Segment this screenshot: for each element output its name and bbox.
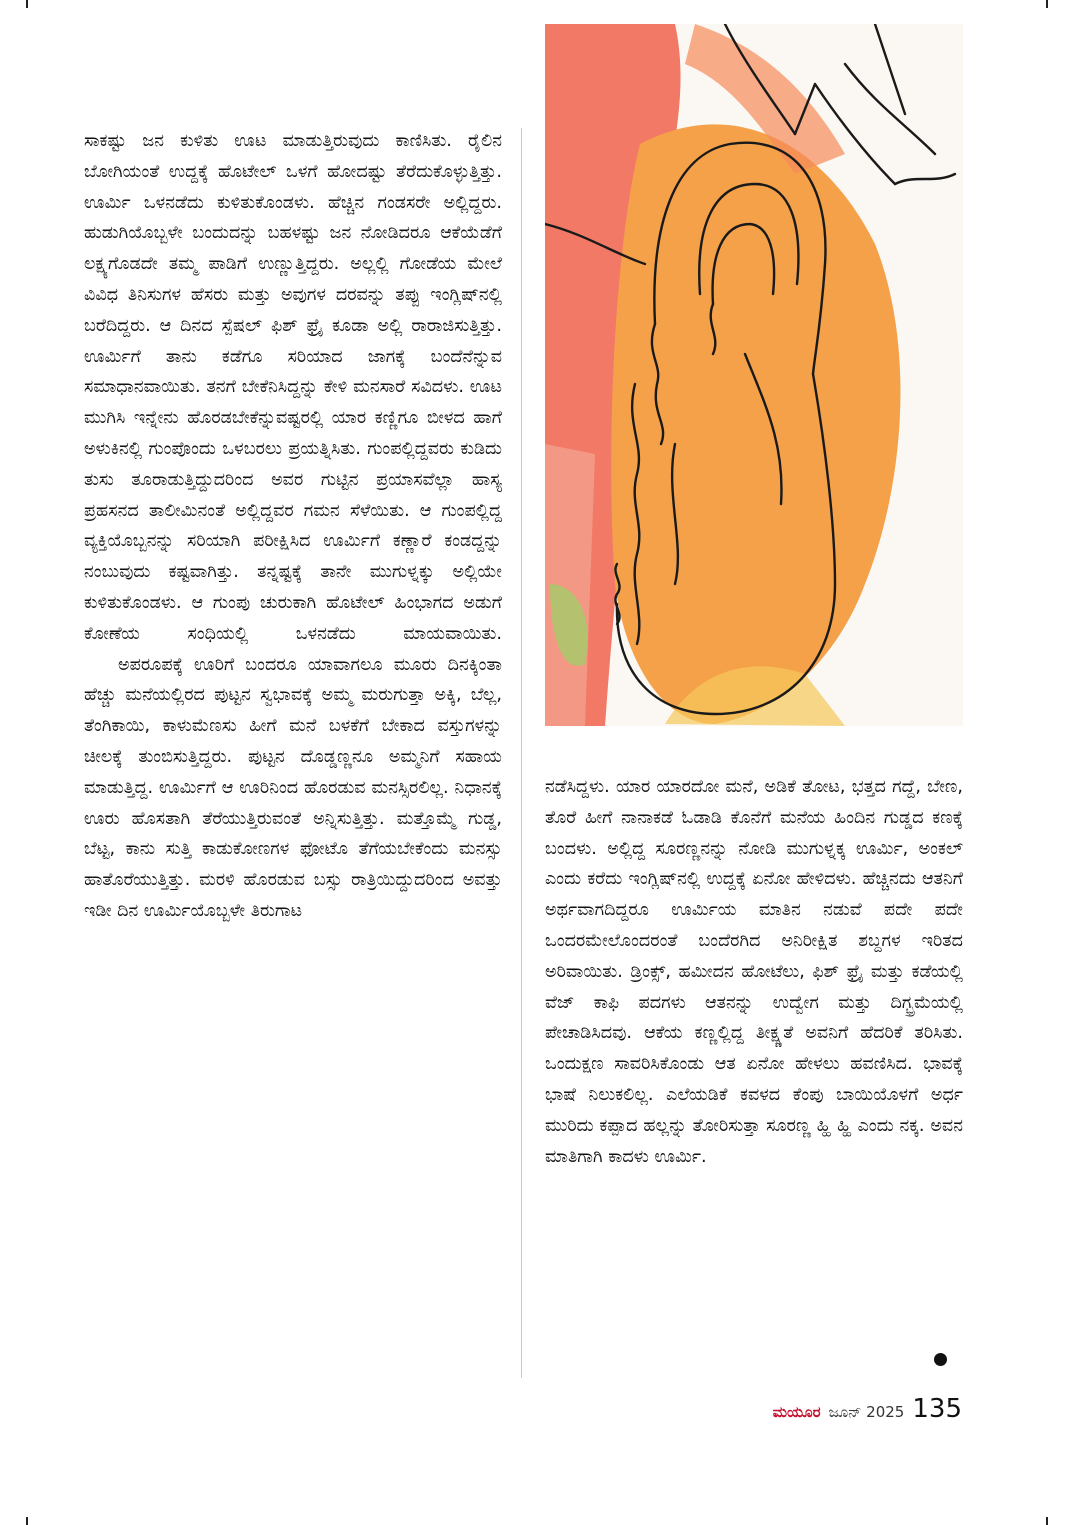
story-illustration xyxy=(545,24,963,726)
story-end-icon xyxy=(934,1353,947,1366)
crop-mark-top-left xyxy=(26,0,28,8)
crop-mark-bottom-left xyxy=(26,1517,28,1525)
magazine-name: ಮಯೂರ xyxy=(772,1403,821,1421)
column-divider xyxy=(521,128,522,1378)
paragraph: ಅಪರೂಪಕ್ಕೆ ಊರಿಗೆ ಬಂದರೂ ಯಾವಾಗಲೂ ಮೂರು ದಿನಕ್ಕಿಂತಾ ಹೆಚ್ಚು ಮನೆಯಲ್ಲಿರದ ಪುಟ್ಟನ ಸ್ವಭಾವಕ್ಕೆ ಅಮ್ಮ ಮರುಗುತ್ತಾ ಅಕ್ಕಿ, ಬೆಲ್ಲ, ತೆಂಗಿಕಾಯಿ, ಕಾಳುಮೆಣಸು ಹೀಗೆ ಮನೆ ಬಳಕೆಗೆ ಬೇಕಾದ ವಸ್ತುಗಳನ್ನು ಚೀಲಕ್ಕೆ ತುಂಬಿಸುತ್ತಿದ್ದರು. ಪುಟ್ಟನ ದೊಡ್ಡಣ್ಣನೂ ಅಮ್ಮನಿಗೆ ಸಹಾಯ ಮಾಡುತ್ತಿದ್ದ. ಊರ್ಮಿಗೆ ಆ ಊರಿನಿಂದ ಹೊರಡುವ ಮನಸ್ಸಿರಲಿಲ್ಲ. ನಿಧಾನಕ್ಕೆ ಊರು ಹೊಸತಾಗಿ ತೆರೆಯುತ್ತಿರುವಂತೆ ಅನ್ನಿಸುತ್ತಿತ್ತು. ಮತ್ತೊಮ್ಮೆ ಗುಡ್ಡ, ಬೆಟ್ಟ, ಕಾನು ಸುತ್ತಿ ಕಾಡುಕೋಣಗಳ ಫೋಟೊ ತೆಗೆಯಬೇಕೆಂದು ಮನಸ್ಸು ಹಾತೊರೆಯುತ್ತಿತ್ತು. ಮರಳಿ ಹೊರಡುವ ಬಸ್ಸು ರಾತ್ರಿಯಿದ್ದುದರಿಂದ ಅವತ್ತು ಇಡೀ ದಿನ ಊರ್ಮಿಯೊಬ್ಬಳೇ ತಿರುಗಾಟ xyxy=(84,654,502,921)
page-number: 135 xyxy=(912,1394,962,1424)
paragraph: ನಡೆಸಿದ್ದಳು. ಯಾರ ಯಾರದೋ ಮನೆ, ಅಡಿಕೆ ತೋಟ, ಭತ್ತದ ಗದ್ದೆ, ಬೇಣ, ತೊರೆ ಹೀಗೆ ನಾನಾಕಡೆ ಓಡಾಡಿ ಕೊನೆಗೆ ಮನೆಯ ಹಿಂದಿನ ಗುಡ್ಡದ ಕಣಕ್ಕೆ ಬಂದಳು. ಅಲ್ಲಿದ್ದ ಸೂರಣ್ಣನನ್ನು ನೋಡಿ ಮುಗುಳ್ನಕ್ಕ ಊರ್ಮಿ, ಅಂಕಲ್ ಎಂದು ಕರೆದು ಇಂಗ್ಲಿಷ್‌ನಲ್ಲಿ ಉದ್ದಕ್ಕೆ ಏನೋ ಹೇಳಿದಳು. ಹೆಚ್ಚಿನದು ಆತನಿಗೆ ಅರ್ಥವಾಗದಿದ್ದರೂ ಊರ್ಮಿಯ ಮಾತಿನ ನಡುವೆ ಪದೇ ಪದೇ ಒಂದರಮೇಲೊಂದರಂತೆ ಬಂದೆರಗಿದ ಅನಿರೀಕ್ಷಿತ ಶಬ್ದಗಳ ಇರಿತದ ಅರಿವಾಯಿತು. ಡ್ರಿಂಕ್ಸ್, ಹಮೀದನ ಹೋಟೆಲು, ಫಿಶ್ ಫ್ರೈ ಮತ್ತು ಕಡೆಯಲ್ಲಿ ವೆಜ್ ಕಾಫಿ ಪದಗಳು ಆತನನ್ನು ಉದ್ವೇಗ ಮತ್ತು ದಿಗ್ಭ್ರಮೆಯಲ್ಲಿ ಪೇಚಾಡಿಸಿದವು. ಆಕೆಯ ಕಣ್ಣಲ್ಲಿದ್ದ ತೀಕ್ಷ್ಣತೆ ಅವನಿಗೆ ಹೆದರಿಕೆ ತರಿಸಿತು. ಒಂದುಕ್ಷಣ ಸಾವರಿಸಿಕೊಂಡು ಆತ ಏನೋ ಹೇಳಲು ಹವಣಿಸಿದ. ಭಾವಕ್ಕೆ ಭಾಷೆ ನಿಲುಕಲಿಲ್ಲ. ಎಲೆಯಡಿಕೆ ಕವಳದ ಕೆಂಪು ಬಾಯಿಯೊಳಗೆ ಅರ್ಧ ಮುರಿದು ಕಪ್ಪಾದ ಹಲ್ಲನ್ನು ತೋರಿಸುತ್ತಾ ಸೂರಣ್ಣ ಹ್ಹಿ ಹ್ಹಿ ಎಂದು ನಕ್ಕ. ಅವನ ಮಾತಿಗಾಗಿ ಕಾದಳು ಊರ್ಮಿ. xyxy=(545,777,963,1167)
page-footer xyxy=(773,1394,962,1424)
left-text-column xyxy=(84,126,502,927)
right-text-column xyxy=(545,772,963,1172)
crop-mark-top-right xyxy=(1046,0,1048,8)
crop-mark-bottom-right xyxy=(1046,1517,1048,1525)
issue-date: ಜೂನ್ 2025 xyxy=(828,1403,905,1421)
paragraph: ಸಾಕಷ್ಟು ಜನ ಕುಳಿತು ಊಟ ಮಾಡುತ್ತಿರುವುದು ಕಾಣಿಸಿತು. ರೈಲಿನ ಬೋಗಿಯಂತೆ ಉದ್ದಕ್ಕೆ ಹೊಟೇಲ್ ಒಳಗೆ ಹೋದಷ್ಟು ತೆರೆದುಕೊಳ್ಳುತ್ತಿತ್ತು. ಊರ್ಮಿ ಒಳನಡೆದು ಕುಳಿತುಕೊಂಡಳು. ಹೆಚ್ಚಿನ ಗಂಡಸರೇ ಅಲ್ಲಿದ್ದರು. ಹುಡುಗಿಯೊಬ್ಬಳೇ ಬಂದುದನ್ನು ಬಹಳಷ್ಟು ಜನ ನೋಡಿದರೂ ಆಕೆಯೆಡೆಗೆ ಲಕ್ಷ್ಯಗೊಡದೇ ತಮ್ಮ ಪಾಡಿಗೆ ಉಣ್ಣುತ್ತಿದ್ದರು. ಅಲ್ಲಲ್ಲಿ ಗೋಡೆಯ ಮೇಲೆ ವಿವಿಧ ತಿನಿಸುಗಳ ಹೆಸರು ಮತ್ತು ಅವುಗಳ ದರವನ್ನು ತಪ್ಪು ಇಂಗ್ಲಿಷ್‌ನಲ್ಲಿ ಬರೆದಿದ್ದರು. ಆ ದಿನದ ಸ್ಪೆಷಲ್ ಫಿಶ್ ಫ್ರೈ ಕೂಡಾ ಅಲ್ಲಿ ರಾರಾಜಿಸುತ್ತಿತ್ತು. ಊರ್ಮಿಗೆ ತಾನು ಕಡೆಗೂ ಸರಿಯಾದ ಜಾಗಕ್ಕೆ ಬಂದೆನೆನ್ನುವ ಸಮಾಧಾನವಾಯಿತು. ತನಗೆ ಬೇಕೆನಿಸಿದ್ದನ್ನು ಕೇಳಿ ಮನಸಾರೆ ಸವಿದಳು. ಊಟ ಮುಗಿಸಿ ಇನ್ನೇನು ಹೊರಡಬೇಕೆನ್ನುವಷ್ಟರಲ್ಲಿ ಯಾರ ಕಣ್ಣಿಗೂ ಬೀಳದ ಹಾಗೆ ಅಳುಕಿನಲ್ಲಿ ಗುಂಪೊಂದು ಒಳಬರಲು ಪ್ರಯತ್ನಿಸಿತು. ಗುಂಪಲ್ಲಿದ್ದವರು ಕುಡಿದು ತುಸು ತೂರಾಡುತ್ತಿದ್ದುದರಿಂದ ಅವರ ಗುಟ್ಟಿನ ಪ್ರಯಾಸವೆಲ್ಲಾ ಹಾಸ್ಯ ಪ್ರಹಸನದ ತಾಲೀಮಿನಂತೆ ಅಲ್ಲಿದ್ದವರ ಗಮನ ಸೆಳೆಯಿತು. ಆ ಗುಂಪಲ್ಲಿದ್ದ ವ್ಯಕ್ತಿಯೊಬ್ಬನನ್ನು ಸರಿಯಾಗಿ ಪರೀಕ್ಷಿಸಿದ ಊರ್ಮಿಗೆ ಕಣ್ಣಾರೆ ಕಂಡದ್ದನ್ನು ನಂಬುವುದು ಕಷ್ಟವಾಗಿತ್ತು. ತನ್ನಷ್ಟಕ್ಕೆ ತಾನೇ ಮುಗುಳ್ನಕ್ಕು ಅಲ್ಲಿಯೇ ಕುಳಿತುಕೊಂಡಳು. ಆ ಗುಂಪು ಚುರುಕಾಗಿ ಹೊಟೇಲ್ ಹಿಂಭಾಗದ ಅಡುಗೆ ಕೋಣೆಯ ಸಂಧಿಯಲ್ಲಿ ಒಳನಡೆದು ಮಾಯವಾಯಿತು. xyxy=(84,131,502,644)
